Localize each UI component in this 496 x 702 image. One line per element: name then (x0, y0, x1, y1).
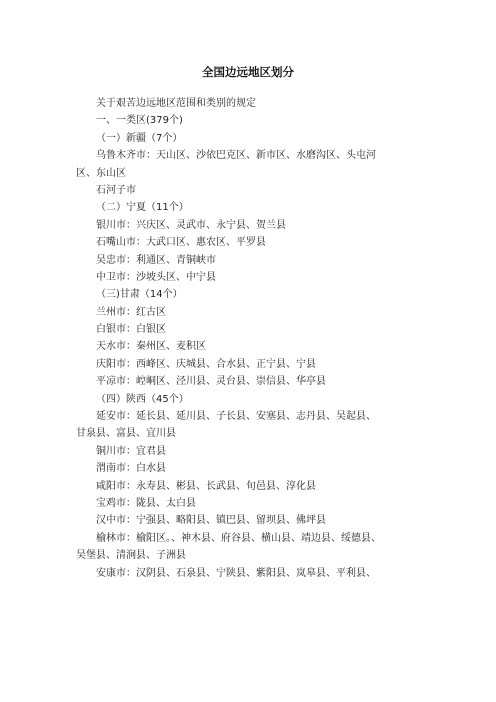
document-title: 全国边远地区划分 (202, 65, 294, 79)
text-line-continuation: 吴堡县、清涧县、子洲县 (76, 550, 186, 562)
section-heading: （二）宁夏（11个） (96, 202, 189, 214)
text-line: 乌鲁木齐市：天山区、沙依巴克区、新市区、水磨沟区、头屯河 (96, 150, 376, 162)
text-line: 银川市：兴庆区、灵武市、永宁县、贺兰县 (96, 219, 286, 231)
text-line: 安康市：汉阴县、石泉县、宁陕县、紫阳县、岚皋县、平利县、 (96, 567, 376, 579)
text-line: 延安市：延长县、延川县、子长县、安塞县、志丹县、吴起县、 (96, 411, 376, 423)
text-line: 庆阳市：西峰区、庆城县、合水县、正宁县、宁县 (96, 358, 316, 370)
document-body (76, 95, 424, 582)
text-line: 石嘴山市：大武口区、惠农区、平罗县 (96, 237, 266, 249)
text-line: 一、一类区(379个) (96, 115, 183, 127)
text-line: 榆林市：榆阳区。、神木县、府谷县、横山县、靖边县、绥德县、 (96, 532, 381, 544)
text-line: 兰州市：红古区 (96, 306, 166, 318)
text-line: 宝鸡市：陇县、太白县 (96, 497, 196, 509)
text-line-continuation: 甘泉县、富县、宜川县 (76, 428, 176, 440)
section-heading: （一）新疆（7个） (96, 132, 183, 144)
text-line: 吴忠市：利通区、青铜峡市 (96, 254, 216, 266)
text-line: 铜川市：宜君县 (96, 445, 166, 457)
text-line: 天水市：秦州区、麦积区 (96, 341, 206, 353)
text-line: 汉中市：宁强县、略阳县、镇巴县、留坝县、佛坪县 (96, 515, 326, 527)
text-line: 关于艰苦边远地区范围和类别的规定 (96, 98, 256, 109)
text-line: 石河子市 (96, 184, 136, 196)
text-line: 咸阳市：永寿县、彬县、长武县、旬邑县、淳化县 (96, 480, 316, 492)
text-line: 中卫市：沙坡头区、中宁县 (96, 271, 216, 283)
text-line-continuation: 区、东山区 (76, 167, 126, 179)
section-heading: （三)甘肃（14个） (96, 289, 183, 301)
text-line: 渭南市：白水县 (96, 463, 166, 475)
section-heading: （四）陕西（45个） (96, 393, 189, 405)
text-line: 平凉市：崆峒区、泾川县、灵台县、崇信县、华亭县 (96, 376, 326, 388)
text-line: 白银市：白银区 (96, 324, 166, 336)
